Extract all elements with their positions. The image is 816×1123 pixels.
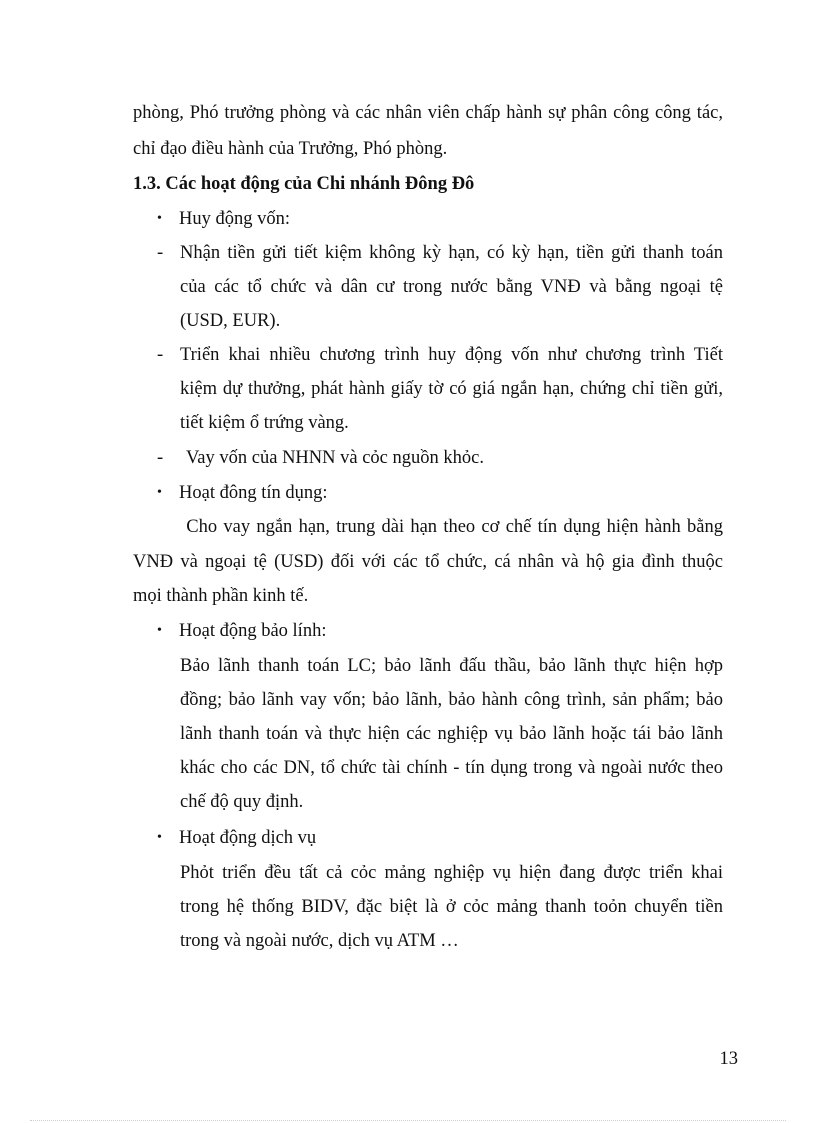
huy-dong-item2-line1: Triển khai nhiều chương trình huy động vốn như chương trình Tiết [180,345,723,365]
bao-lanh-line-4: khác cho các DN, tổ chức tài chính - tín dụng trong và ngoài nước theo [180,758,723,778]
huy-dong-item1-line1: Nhận tiền gửi tiết kiệm không kỳ hạn, có kỳ hạn, tiền gửi thanh toán [180,243,723,263]
bao-lanh-line-5: chế độ quy định. [180,792,304,812]
huy-dong-item2-line2: kiệm dự thưởng, phát hành giấy tờ có giá ngắn hạn, chứng chỉ tiền gửi, [180,379,723,399]
tin-dung-title: Hoạt đông tín dụng: [179,483,328,503]
dich-vu-line-1: Phỏt triển đều tất cả cỏc mảng nghiệp vụ hiện đang được triển khai [180,863,723,883]
dash-icon: - [157,448,164,468]
dash-icon: - [157,243,164,263]
bullet-icon: • [157,485,162,500]
bao-lanh-line-3: lãnh thanh toán và thực hiện các nghiệp vụ bảo lãnh hoặc tái bảo lãnh [180,724,723,744]
huy-dong-item1-line2: của các tổ chức và dân cư trong nước bằng VNĐ và bằng ngoại tệ [180,277,723,297]
dich-vu-title: Hoạt động dịch vụ [179,828,317,848]
bullet-icon: • [157,623,162,638]
bao-lanh-line-2: đồng; bảo lãnh vay vốn; bảo lãnh, bảo hành công trình, sản phẩm; bảo [180,690,723,710]
bao-lanh-title: Hoạt động bảo lính: [179,621,327,641]
intro-line-2: chỉ đạo điều hành của Trưởng, Phó phòng. [133,139,448,159]
huy-dong-item2-line3: tiết kiệm ổ trứng vàng. [180,413,349,433]
bullet-icon: • [157,830,162,845]
intro-line-1: phòng, Phó trưởng phòng và các nhân viên chấp hành sự phân công công tác, [133,103,723,123]
bullet-icon: • [157,211,162,226]
tin-dung-line-1: Cho vay ngắn hạn, trung dài hạn theo cơ chế tín dụng hiện hành bằng [180,517,723,537]
dash-icon: - [157,345,164,365]
page-number: 13 [719,1049,738,1069]
dich-vu-line-3: trong và ngoài nước, dịch vụ ATM … [180,931,459,951]
huy-dong-item3: Vay vốn của NHNN và cỏc nguồn khỏc. [186,448,484,468]
tin-dung-line-2: VNĐ và ngoại tệ (USD) đối với các tổ chức, cá nhân và hộ gia đình thuộc [133,552,723,572]
page-bottom-rule [30,1120,786,1121]
huy-dong-title: Huy động vốn: [179,209,290,229]
bao-lanh-line-1: Bảo lãnh thanh toán LC; bảo lãnh đấu thầu, bảo lãnh thực hiện hợp [180,656,723,676]
huy-dong-item1-line3: (USD, EUR). [180,311,281,331]
section-heading: 1.3. Các hoạt động của Chi nhánh Đông Đô [133,174,475,194]
dich-vu-line-2: trong hệ thống BIDV, đặc biệt là ở cỏc mảng thanh toỏn chuyển tiền [180,897,723,917]
tin-dung-line-3: mọi thành phần kinh tế. [133,586,309,606]
